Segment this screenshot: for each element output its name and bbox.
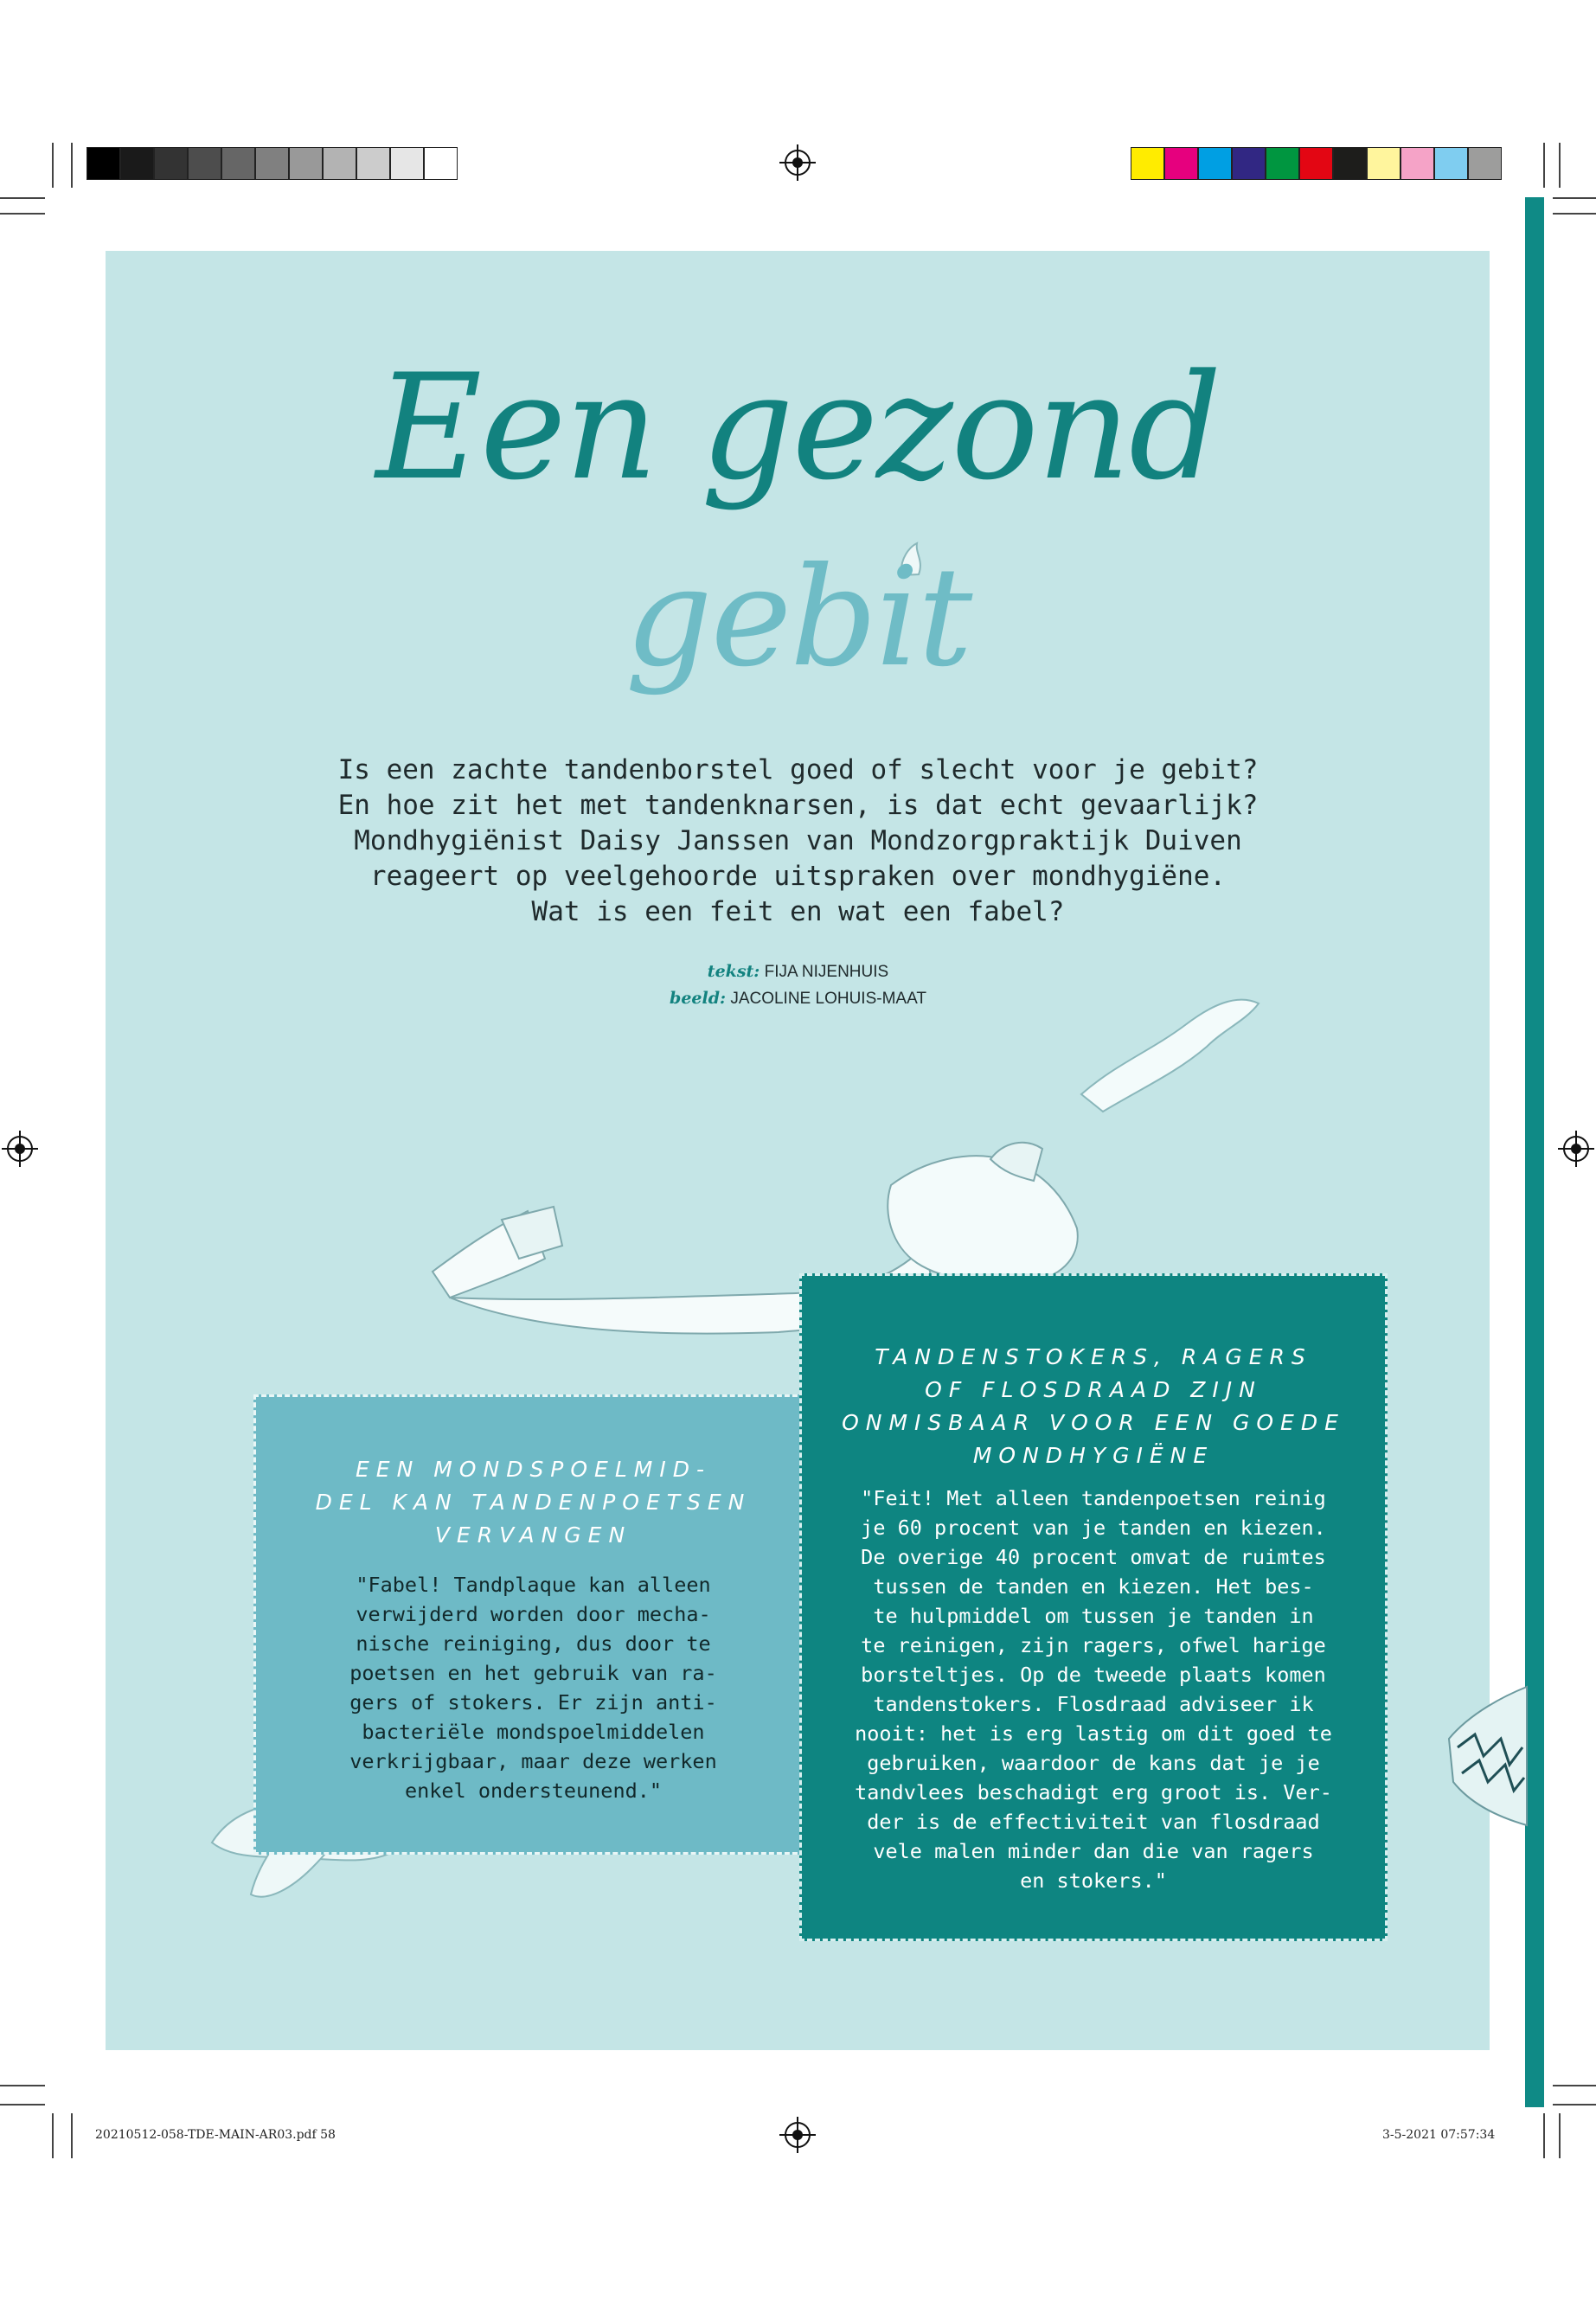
intro-line: En hoe zit het met tandenknarsen, is dat echt gevaarlijk? [337,790,1259,821]
body-line: gers of stokers. Er zijn anti- [349,1690,717,1715]
body-line: "Fabel! Tandplaque kan alleen [356,1573,711,1597]
heading-line: OF FLOSDRAAD ZIJN [925,1377,1262,1402]
body-line: je 60 procent van je tanden en kiezen. [861,1516,1326,1540]
fact-box-body [802,1484,1385,1895]
body-line: poetsen en het gebruik van ra- [349,1661,717,1685]
print-slug-date: 3-5-2021 07:57:34 [1382,2128,1496,2142]
body-line: verwijderd worden door mecha- [356,1602,711,1626]
fable-box-body [256,1570,811,1805]
body-line: nische reiniging, dus door te [356,1631,711,1656]
print-slug-filename: 20210512-058-TDE-MAIN-AR03.pdf 58 [95,2128,336,2142]
article-credits [0,958,1596,1012]
body-line: De overige 40 procent omvat de ruimtes [861,1545,1326,1569]
body-line: te hulpmiddel om tussen je tanden in [873,1604,1314,1628]
body-line: en stokers." [1020,1868,1167,1893]
intro-line: Wat is een feit en wat een fabel? [531,896,1065,927]
body-line: bacteriële mondspoelmiddelen [362,1720,705,1744]
credit-image [0,985,1596,1012]
body-line: tandvlees beschadigt erg groot is. Ver- [855,1780,1332,1804]
body-line: enkel ondersteunend." [404,1779,663,1803]
body-line: vele malen minder dan die van ragers [873,1839,1314,1863]
article-title-line1: Een gezond [375,343,1221,512]
fable-box-heading [256,1453,811,1552]
fact-box-heading [802,1341,1385,1472]
article-intro [260,753,1336,930]
body-line: te reinigen, zijn ragers, ofwel harige [861,1633,1326,1657]
body-line: tandenstokers. Flosdraad adviseer ik [873,1692,1314,1716]
intro-line: Is een zachte tandenborstel goed of slecht voor je gebit? [337,754,1259,785]
body-line: borsteltjes. Op de tweede plaats komen [861,1663,1326,1687]
fact-box [799,1273,1388,1941]
credit-text [0,958,1596,985]
heading-line: VERVANGEN [434,1522,632,1548]
body-line: verkrijgbaar, maar deze werken [349,1749,717,1773]
heading-line: EEN MONDSPOELMID- [356,1457,711,1482]
heading-line: MONDHYGIËNE [972,1443,1215,1468]
body-line: nooit: het is erg lastig om dit goed te [855,1721,1332,1746]
credit-image-name: JACOLINE LOHUIS-MAAT [730,990,926,1008]
heading-line: ONMISBAAR VOOR EEN GOEDE [842,1410,1345,1435]
heading-line: TANDENSTOKERS, RAGERS [875,1344,1312,1369]
heading-line: DEL KAN TANDENPOETSEN [315,1490,752,1515]
body-line: gebruiken, waardoor de kans dat je je [867,1751,1320,1775]
intro-line: Mondhygiënist Daisy Janssen van Mondzorgpraktijk Duiven [354,825,1242,856]
body-line: "Feit! Met alleen tandenpoetsen reinig [861,1486,1326,1510]
body-line: tussen de tanden en kiezen. Het bes- [873,1574,1314,1599]
fable-box [253,1394,813,1855]
credit-image-label: beeld: [670,989,727,1008]
credit-text-name: FIJA NIJENHUIS [764,963,889,981]
intro-line: reageert op veelgehoorde uitspraken over mondhygiëne. [369,861,1227,892]
article-title-line2: gebit [625,538,971,697]
body-line: der is de effectiviteit van flosdraad [867,1810,1320,1834]
credit-text-label: tekst: [707,962,760,981]
